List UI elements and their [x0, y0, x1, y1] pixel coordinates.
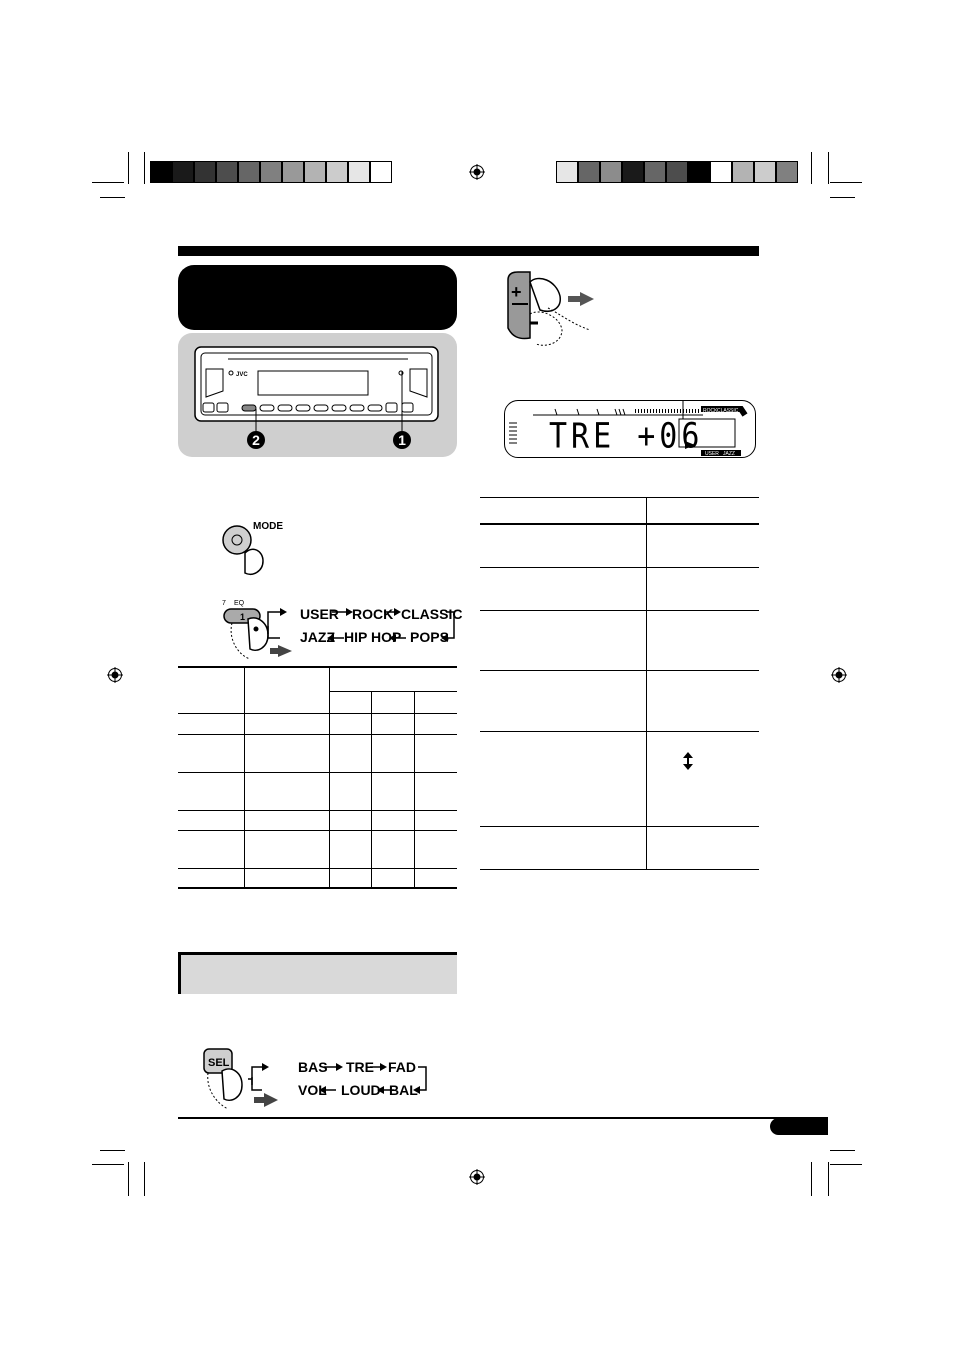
sel-mode-loud: LOUD	[341, 1082, 381, 1098]
color-swatch	[732, 161, 754, 183]
callout-two: 2	[252, 432, 260, 448]
crop-mark	[144, 1162, 145, 1196]
footer-rule	[178, 1117, 828, 1119]
table-rule	[329, 691, 457, 692]
table-rule	[480, 610, 759, 611]
lcd-display	[504, 400, 756, 458]
table-rule	[178, 830, 457, 831]
mode-button-illustration	[215, 515, 305, 580]
mode-label: MODE	[253, 521, 283, 532]
table-rule	[646, 497, 647, 869]
table-rule	[480, 826, 759, 827]
crop-mark	[830, 197, 855, 198]
table-rule	[480, 523, 759, 525]
table-rule	[178, 713, 457, 714]
head-unit-illustration	[178, 333, 457, 457]
color-swatch	[666, 161, 688, 183]
crop-mark	[128, 152, 129, 184]
section-title-box	[178, 265, 457, 330]
table-rule	[178, 734, 457, 735]
table-rule	[244, 666, 245, 888]
crop-mark	[828, 1162, 829, 1196]
crop-mark	[828, 152, 829, 184]
table-rule	[480, 731, 759, 732]
color-swatch	[600, 161, 622, 183]
registration-mark-icon	[469, 164, 485, 180]
color-swatch	[622, 161, 644, 183]
color-swatch	[348, 161, 370, 183]
color-swatch	[304, 161, 326, 183]
registration-mark-icon	[469, 1169, 485, 1185]
table-rule	[371, 691, 372, 888]
sel-mode-fad: FAD	[388, 1059, 416, 1075]
color-swatch	[282, 161, 304, 183]
table-rule	[480, 497, 759, 498]
registration-mark-icon	[107, 667, 123, 683]
lcd-eq-classic: CLASSIC	[717, 408, 739, 414]
sel-mode-bas: BAS	[298, 1059, 328, 1075]
color-swatch	[326, 161, 348, 183]
color-swatch	[776, 161, 798, 183]
up-down-arrow-icon	[683, 752, 693, 770]
crop-mark	[100, 1150, 125, 1151]
crop-mark	[811, 152, 812, 184]
table-rule	[178, 810, 457, 811]
crop-mark	[128, 1162, 129, 1196]
table-rule	[178, 868, 457, 869]
subsection-heading-box	[178, 952, 457, 994]
color-swatch	[194, 161, 216, 183]
table-rule	[178, 772, 457, 773]
registration-mark-icon	[831, 667, 847, 683]
eq-mode-classic: CLASSIC	[401, 606, 463, 622]
crop-mark	[92, 1164, 124, 1165]
table-rule	[414, 691, 415, 888]
color-swatch	[150, 161, 172, 183]
sel-mode-bal: BAL	[389, 1082, 418, 1098]
table-rule	[480, 567, 759, 568]
color-bar-right	[556, 161, 798, 183]
color-swatch	[238, 161, 260, 183]
color-bar-left	[150, 161, 392, 183]
color-swatch	[754, 161, 776, 183]
color-swatch	[216, 161, 238, 183]
sel-mode-vol: VOL	[298, 1082, 327, 1098]
color-swatch	[370, 161, 392, 183]
eq-mode-hip-hop: HIP HOP	[344, 629, 402, 645]
crop-mark	[144, 152, 145, 184]
eq-mode-pops: POPS	[410, 629, 449, 645]
lcd-eq-rock: ROCK	[703, 408, 718, 414]
header-rule	[178, 246, 759, 256]
crop-mark	[811, 1162, 812, 1196]
table-rule	[480, 869, 759, 870]
crop-mark	[92, 182, 124, 183]
callout-one: 1	[398, 432, 406, 448]
eq-mode-user: USER	[300, 606, 339, 622]
color-swatch	[644, 161, 666, 183]
color-swatch	[710, 161, 732, 183]
eq-key-label: EQ	[234, 600, 245, 607]
table-rule	[178, 887, 457, 889]
head-unit-panel	[178, 333, 457, 457]
table-rule	[178, 666, 457, 668]
lcd-eq-jazz: JAZZ	[723, 451, 735, 457]
volume-control-illustration	[500, 268, 610, 358]
crop-mark	[830, 182, 862, 183]
crop-mark	[830, 1164, 862, 1165]
eq-key-number: 7	[222, 600, 226, 607]
page-number-tab	[770, 1118, 828, 1135]
color-swatch	[688, 161, 710, 183]
crop-mark	[100, 197, 125, 198]
table-rule	[329, 666, 330, 888]
brand-logo: JVC	[236, 372, 248, 378]
color-swatch	[172, 161, 194, 183]
eq-mode-jazz: JAZZ	[300, 629, 335, 645]
color-swatch	[260, 161, 282, 183]
lcd-readout: TRE +06	[549, 416, 704, 457]
plus-icon: +	[511, 282, 522, 302]
table-rule	[480, 670, 759, 671]
sel-mode-tre: TRE	[346, 1059, 374, 1075]
eq-key-face: 1	[240, 612, 246, 622]
color-swatch	[556, 161, 578, 183]
crop-mark	[830, 1150, 855, 1151]
eq-mode-rock: ROCK	[352, 606, 394, 622]
lcd-eq-user: USER	[705, 451, 719, 457]
color-swatch	[578, 161, 600, 183]
sel-label: SEL	[208, 1057, 230, 1069]
